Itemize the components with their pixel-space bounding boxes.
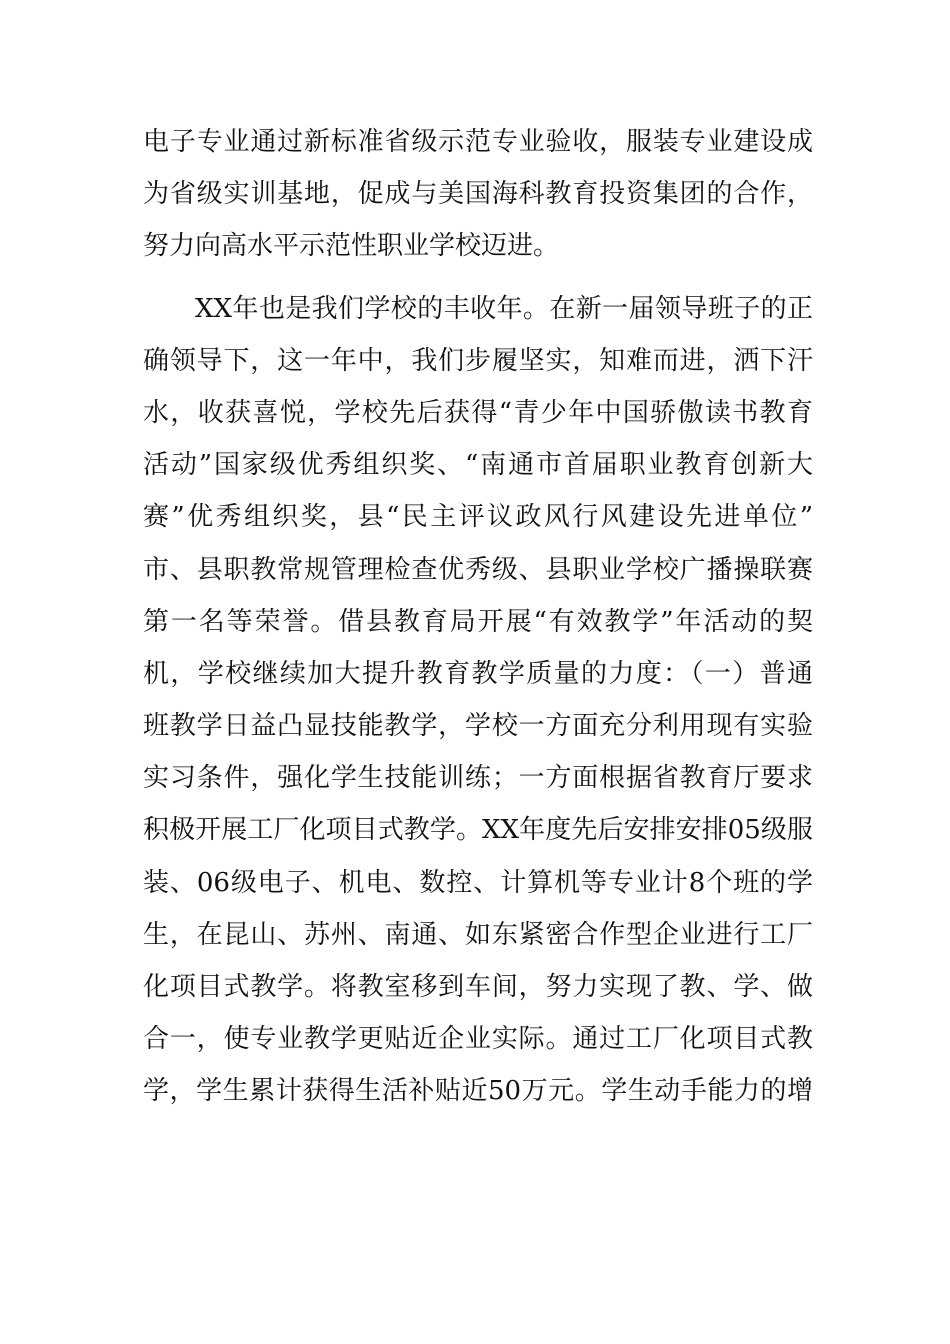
- body-text: [143, 116, 813, 1118]
- text-line: 水，收获喜悦，学校先后获得“青少年中国骄傲读书教育: [143, 397, 813, 428]
- text-line: 为省级实训基地，促成与美国海科教育投资集团的合作，: [143, 179, 813, 210]
- text-line: 学，学生累计获得生活补贴近50万元。学生动手能力的增: [143, 1076, 813, 1107]
- text-line: 机，学校继续加大提升教育教学质量的力度：（一）普通: [143, 658, 813, 689]
- text-line: 市、县职教常规管理检查优秀级、县职业学校广播操联赛: [143, 554, 813, 585]
- text-line: 努力向高水平示范性职业学校迈进。: [143, 231, 560, 262]
- text-line: 积极开展工厂化项目式教学。XX年度先后安排安排05级服: [143, 815, 813, 846]
- text-line: 化项目式教学。将教室移到车间，努力实现了教、学、做: [143, 972, 813, 1002]
- text-line: XX年也是我们学校的丰收年。在新一届领导班子的正: [195, 293, 813, 324]
- text-line: 实习条件，强化学生技能训练；一方面根据省教育厅要求: [143, 763, 813, 794]
- paragraph-1: [143, 116, 813, 273]
- text-line: 班教学日益凸显技能教学，学校一方面充分利用现有实验: [143, 711, 813, 742]
- text-line: 装、06级电子、机电、数控、计算机等专业计8个班的学: [143, 867, 813, 898]
- paragraph-2: [143, 283, 813, 1118]
- text-line: 活动”国家级优秀组织奖、“南通市首届职业教育创新大: [143, 450, 813, 481]
- text-line: 确领导下，这一年中，我们步履坚实，知难而进，洒下汗: [143, 345, 813, 376]
- text-line: 生，在昆山、苏州、南通、如东紧密合作型企业进行工厂: [143, 919, 813, 950]
- text-line: 赛”优秀组织奖，县“民主评议政风行风建设先进单位”: [143, 502, 813, 533]
- text-line: 合一，使专业教学更贴近企业实际。通过工厂化项目式教: [143, 1024, 813, 1055]
- paragraph-spacer: [143, 273, 813, 283]
- text-line: 电子专业通过新标准省级示范专业验收，服装专业建设成: [143, 127, 813, 157]
- text-line: 第一名等荣誉。借县教育局开展“有效教学”年活动的契: [143, 606, 813, 637]
